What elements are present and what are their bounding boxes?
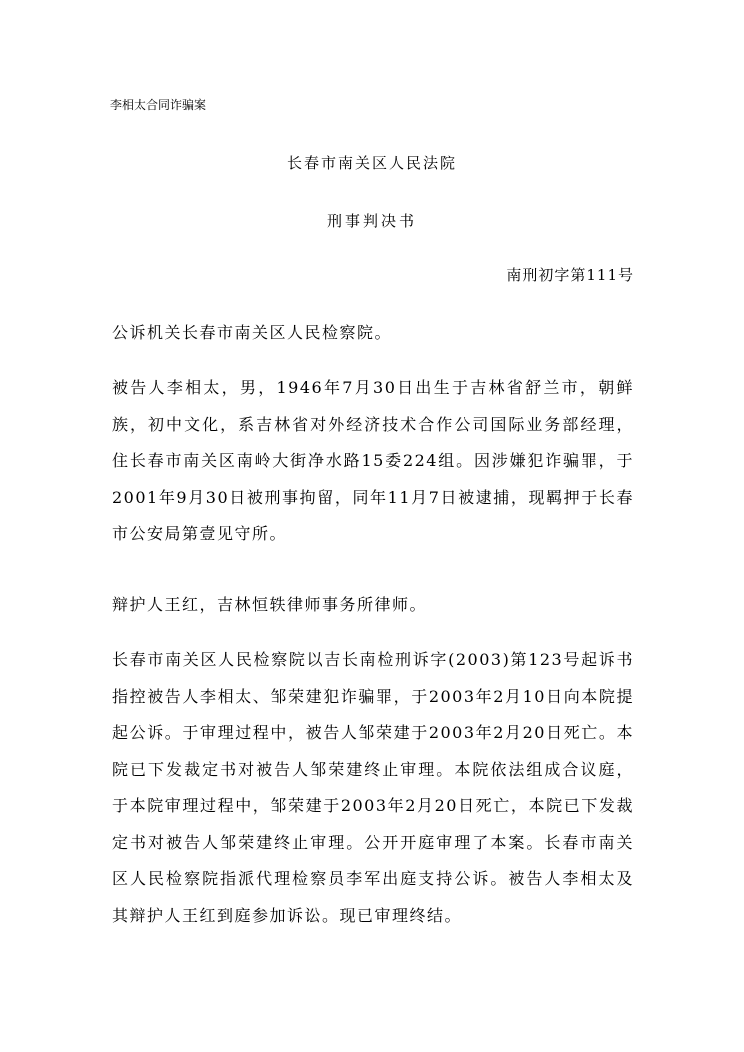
court-name: 长春市南关区人民法院 <box>286 154 457 172</box>
header-note: 李相太合同诈骗案 <box>110 98 207 112</box>
case-number: 南刑初字第111号 <box>506 266 634 284</box>
defender-paragraph: 辩护人王红，吉林恒轶律师事务所律师。 <box>112 595 428 614</box>
defendant-paragraph: 被告人李相太，男，1946年7月30日出生于吉林省舒兰市，朝鲜族，初中文化，系吉林省对外经济技术合作公司国际业务部经理，住长春市南关区南岭大街净水路15委224组。因涉嫌犯诈骗罪，于2001年9月30日被刑事拘留，同年11月7日被逮捕，现羁押于长春市公安局第壹见守所。 <box>112 378 634 543</box>
document-type: 刑事判决书 <box>326 212 417 230</box>
prosecutor-paragraph: 公诉机关长春市南关区人民检察院。 <box>112 323 393 342</box>
proceedings-paragraph: 长春市南关区人民检察院以吉长南检刑诉字(2003)第123号起诉书指控被告人李相太、邹荣建犯诈骗罪，于2003年2月10日向本院提起公诉。于审理过程中，被告人邹荣建于2003年2月20日死亡。本院已下发裁定书对被告人邹荣建终止审理。本院依法组成合议庭，于本院审理过程中，邹荣建于2003年2月20日死亡，本院已下发裁定书对被告人邹荣建终止审理。公开开庭审理了本案。长春市南关区人民检察院指派代理检察员李军出庭支持公诉。被告人李相太及其辩护人王红到庭参加诉讼。现已审理终结。 <box>112 650 634 925</box>
